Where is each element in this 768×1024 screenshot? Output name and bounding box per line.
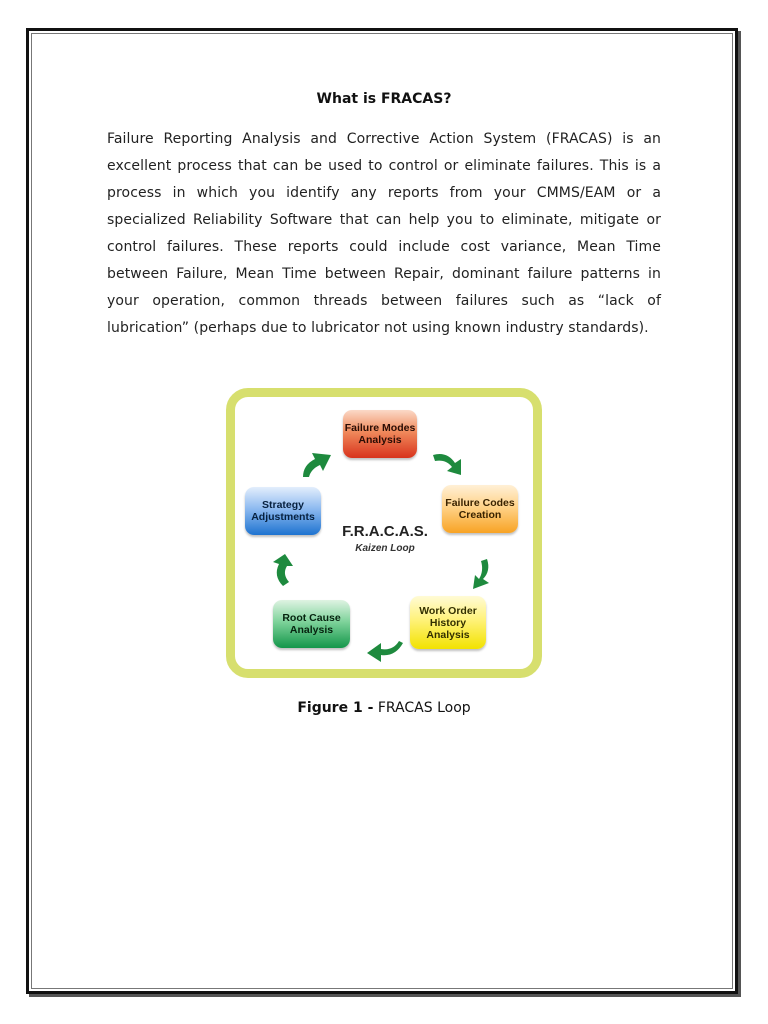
arrow-icon xyxy=(299,449,335,479)
arrow-icon xyxy=(269,552,299,588)
node-failure-codes-creation: Failure Codes Creation xyxy=(442,485,518,533)
caption-text: FRACAS Loop xyxy=(377,700,471,716)
loop-title: F.R.A.C.A.S. xyxy=(342,523,428,540)
node-strategy-adjustments: Strategy Adjustments xyxy=(245,487,321,535)
node-root-cause-analysis: Root Cause Analysis xyxy=(273,600,350,648)
page-title: What is FRACAS? xyxy=(316,91,452,107)
loop-subtitle: Kaizen Loop xyxy=(355,543,415,554)
arrow-icon xyxy=(431,447,471,479)
caption-label: Figure 1 - xyxy=(297,700,374,716)
fracas-loop-figure xyxy=(226,388,542,678)
arrow-icon xyxy=(469,557,499,593)
arrow-icon xyxy=(365,637,405,665)
body-paragraph: Failure Reporting Analysis and Corrective Action System (FRACAS) is an excellent process that can be used to control or eliminate failures. This is a process in which you identify any reports from your CMMS/EAM or a specialized Reliability Software that can help you to eliminate, mitigate or control failures. These reports could include cost variance, Mean Time between Failure, Mean Time between Repair, dominant failure patterns in your operation, common threads between failures such as “lack of lubrication” (perhaps due to lubricator not using known industry standards). xyxy=(107,131,661,336)
node-work-order-history-analysis: Work Order History Analysis xyxy=(410,596,486,649)
node-failure-modes-analysis: Failure Modes Analysis xyxy=(343,410,417,458)
figure-caption xyxy=(0,700,768,716)
